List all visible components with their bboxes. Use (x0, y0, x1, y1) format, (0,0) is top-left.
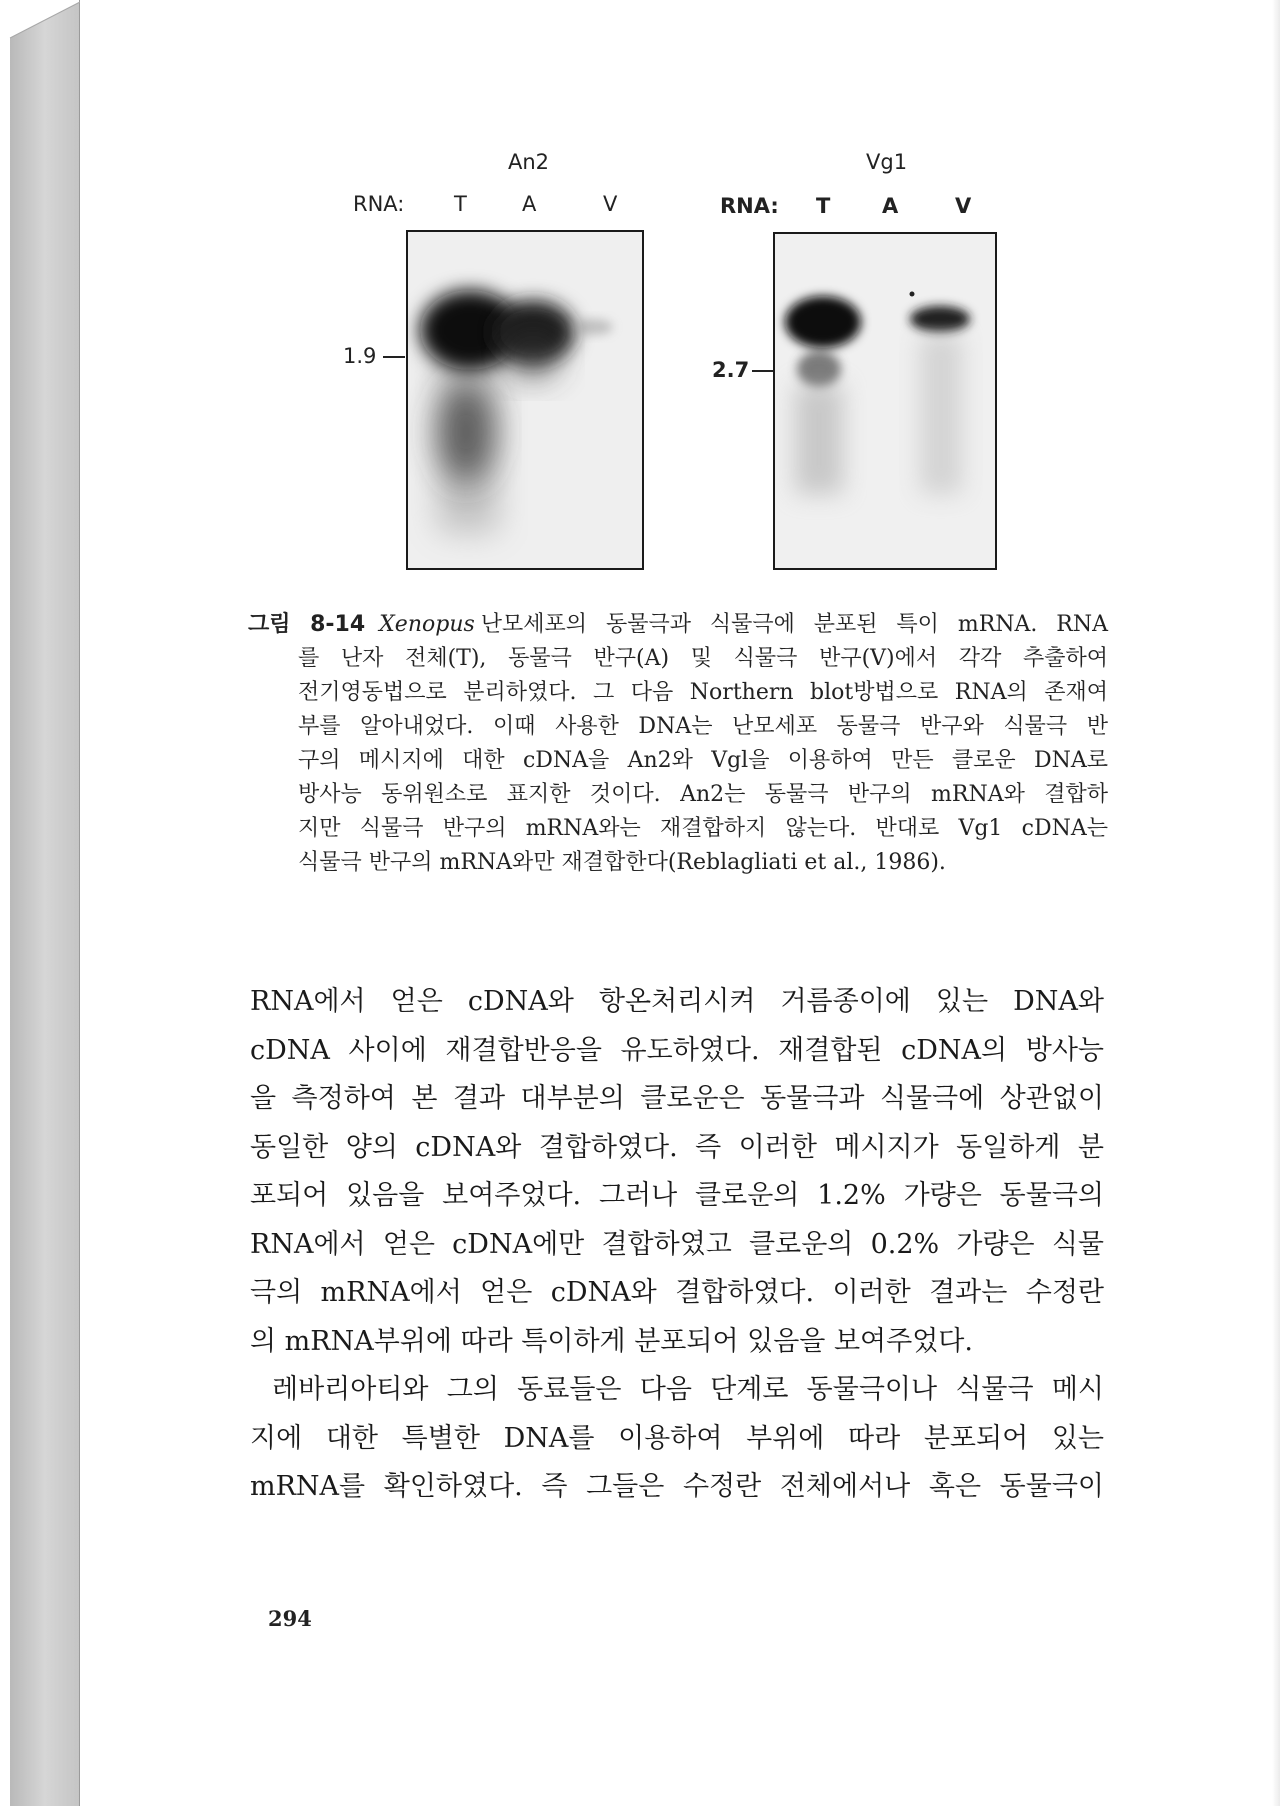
book-spine (0, 0, 82, 1806)
blot-vg1-title: Vg1 (866, 150, 908, 174)
body-p1-line-8: 의 mRNA부위에 따라 특이하게 분포되어 있음을 보여주었다. (250, 1325, 973, 1357)
body-p1-line-2: cDNA 사이에 재결합반응을 유도하였다. 재결합된 cDNA의 방사능 (250, 1034, 1104, 1066)
caption-line-6: 방사능 동위원소로 표지한 것이다. An2는 동물극 반구의 mRNA와 결합하 (298, 782, 1108, 807)
figure-label: 그림 8-14 (248, 612, 366, 637)
blot-an2-marker-label: 1.9 (343, 344, 377, 368)
blot-vg1-marker-label: 2.7 (712, 358, 750, 382)
blot-vg1-marker-tick (752, 370, 774, 372)
caption-line-8: 식물극 반구의 mRNA와만 재결합한다(Reblagliati et al., 1986). (298, 850, 946, 875)
body-p1-line-5: 포되어 있음을 보여주었다. 그러나 클로운의 1.2% 가량은 동물극의 (250, 1180, 1104, 1211)
body-p1-line-3: 을 측정하여 본 결과 대부분의 클로운은 동물극과 식물극에 상관없이 (250, 1083, 1104, 1114)
caption-genus: Xenopus (379, 612, 475, 637)
blot-an2-image (406, 230, 644, 570)
page-number: 294 (268, 1606, 312, 1631)
blot-vg1-image (773, 232, 997, 570)
blot-an2-lane-t: T (454, 192, 467, 216)
body-p1-line-6: RNA에서 얻은 cDNA에만 결합하였고 클로운의 0.2% 가량은 식물 (250, 1228, 1104, 1260)
blot-an2-title: An2 (508, 150, 550, 174)
body-p2-line-3: mRNA를 확인하였다. 즉 그들은 수정란 전체에서나 혹은 동물극이 (250, 1471, 1104, 1502)
blot-an2-rna-label: RNA: (353, 192, 405, 216)
body-p1-line-1: RNA에서 얻은 cDNA와 항온처리시켜 거름종이에 있는 DNA와 (250, 986, 1104, 1017)
blot-vg1-lane-t: T (816, 194, 831, 218)
blot-an2-lane-v: V (603, 192, 618, 216)
caption-line-7: 지만 식물극 반구의 mRNA와는 재결합하지 않는다. 반대로 Vg1 cDNA는 (298, 816, 1108, 841)
caption-line-5: 구의 메시지에 대한 cDNA을 An2와 Vgl을 이용하여 만든 클로운 DNA로 (298, 748, 1108, 773)
blot-vg1-lane-v: V (955, 194, 972, 218)
body-p2-line-1: 레바리아티와 그의 동료들은 다음 단계로 동물극이나 식물극 메시 (272, 1374, 1104, 1405)
body-p1-line-4: 동일한 양의 cDNA와 결합하였다. 즉 이러한 메시지가 동일하게 분 (250, 1131, 1104, 1163)
body-p1-line-7: 극의 mRNA에서 얻은 cDNA와 결합하였다. 이러한 결과는 수정란 (250, 1277, 1104, 1308)
caption-line-1 (248, 608, 1108, 642)
blot-an2-lane-a: A (522, 192, 537, 216)
body-text (250, 978, 1104, 1512)
caption-line-2: 를 난자 전체(T), 동물극 반구(A) 및 식물극 반구(V)에서 각각 추출하여 (298, 646, 1108, 671)
blot-vg1-lane-a: A (882, 194, 899, 218)
caption-line-1-text: 난모세포의 동물극과 식물극에 분포된 특이 mRNA. RNA (480, 612, 1109, 637)
figure-caption (248, 608, 1108, 880)
blot-vg1-rna-label: RNA: (720, 194, 779, 218)
caption-line-3: 전기영동법으로 분리하였다. 그 다음 Northern blot방법으로 RNA의 존재여 (298, 680, 1108, 705)
body-p2-line-2: 지에 대한 특별한 DNA를 이용하여 부위에 따라 분포되어 있는 (250, 1422, 1104, 1454)
page-sheet (80, 0, 1280, 1806)
caption-line-4: 부를 알아내었다. 이때 사용한 DNA는 난모세포 동물극 반구와 식물극 반 (298, 714, 1108, 739)
blot-an2-marker-tick (383, 356, 405, 358)
